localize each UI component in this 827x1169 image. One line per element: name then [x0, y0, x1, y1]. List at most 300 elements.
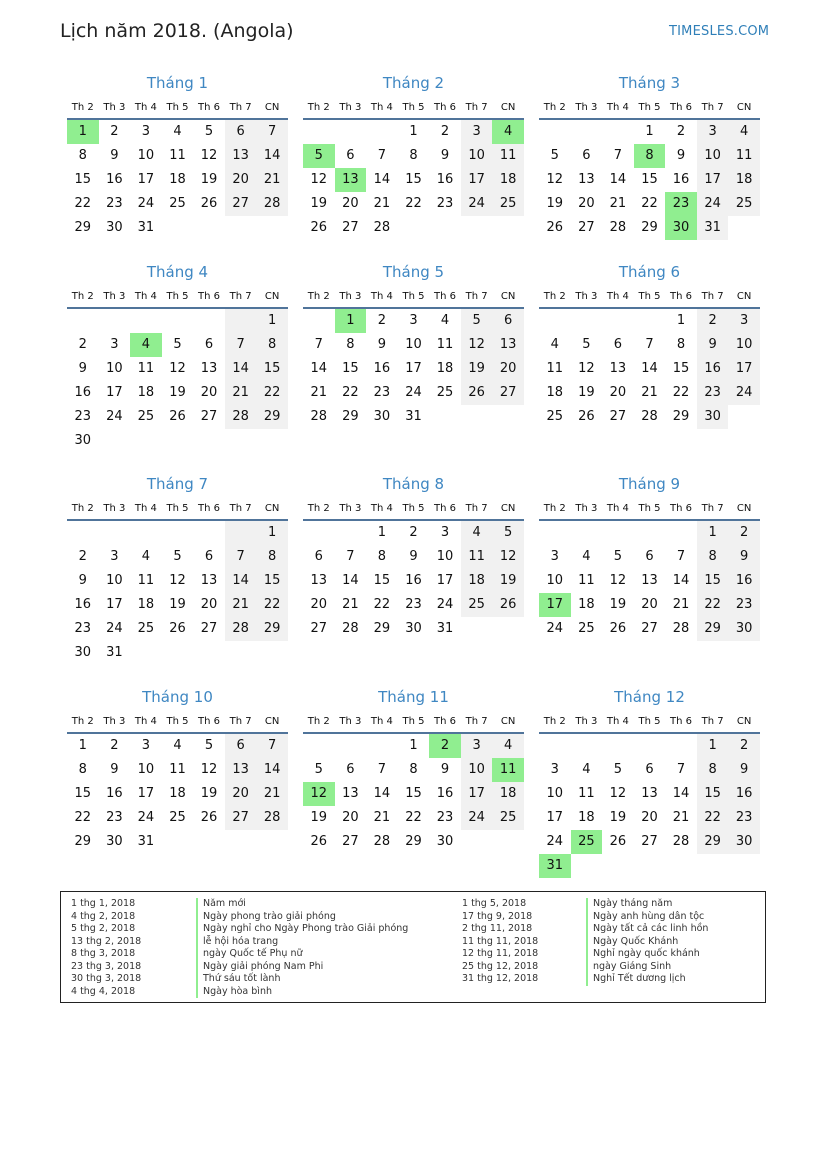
- holiday-name: Ngày hòa bình: [196, 986, 272, 999]
- week-row: [67, 405, 288, 429]
- week-row: [67, 168, 288, 192]
- day-cell: 12: [169, 573, 186, 588]
- weekday-label: Th 3: [103, 716, 126, 727]
- day-cell: 8: [697, 545, 729, 569]
- day-cell: 1: [409, 124, 418, 139]
- day-cell: 6: [346, 762, 355, 777]
- day-cell: 11: [436, 337, 454, 352]
- empty-cell: [461, 830, 493, 854]
- week-row: [67, 641, 288, 665]
- weekday-label: CN: [736, 503, 752, 514]
- weekday-label: Th 7: [701, 291, 724, 302]
- weekday-header: [67, 712, 288, 732]
- weekday-header: [67, 287, 288, 307]
- day-cell: 20: [641, 597, 658, 612]
- day-cell: 21: [342, 597, 359, 612]
- day-cell: 27: [200, 409, 218, 424]
- weekday-label: Th 3: [339, 716, 362, 727]
- empty-cell: [571, 521, 603, 545]
- day-cell: 11: [728, 144, 760, 168]
- day-cell: 24: [436, 597, 454, 612]
- week-row: [539, 593, 760, 617]
- day-cell: 18: [578, 810, 595, 825]
- day-cell: 18: [169, 172, 186, 187]
- empty-cell: [634, 309, 666, 333]
- day-cell: 17: [137, 172, 155, 187]
- day-cell: 25: [492, 806, 524, 830]
- day-cell: 25: [728, 192, 760, 216]
- day-cell: 2: [110, 124, 119, 139]
- weekday-header: [67, 98, 288, 118]
- day-cell: 23: [436, 196, 454, 211]
- day-cell: 18: [137, 597, 155, 612]
- day-cell: 17: [137, 786, 155, 801]
- day-cell: 19: [169, 597, 186, 612]
- empty-cell: [366, 120, 398, 144]
- week-row: [539, 569, 760, 593]
- day-cell: 11: [546, 361, 564, 376]
- day-cell: 5: [492, 521, 524, 545]
- empty-cell: [225, 216, 257, 240]
- day-cell: 27: [200, 621, 218, 636]
- weekday-label: Th 7: [229, 716, 252, 727]
- day-cell: 11: [492, 758, 524, 782]
- week-row: [539, 333, 760, 357]
- page-title: Lịch năm 2018. (Angola): [60, 20, 294, 42]
- holiday-date: 4 thg 4, 2018: [71, 985, 136, 997]
- weekday-label: Th 6: [434, 503, 457, 514]
- weekday-label: Th 2: [71, 102, 94, 113]
- weekday-label: Th 6: [670, 503, 693, 514]
- day-cell: 25: [578, 621, 595, 636]
- day-cell: 26: [169, 409, 186, 424]
- day-cell: 13: [200, 573, 218, 588]
- day-cell: 24: [137, 196, 155, 211]
- month-7: [67, 474, 288, 665]
- holiday-name: lễ hội hóa trang: [196, 936, 278, 949]
- empty-cell: [162, 309, 194, 333]
- day-cell: 17: [461, 782, 493, 806]
- weekday-label: CN: [264, 291, 280, 302]
- day-cell: 12: [200, 148, 218, 163]
- day-cell: 26: [609, 834, 627, 849]
- day-cell: 25: [137, 621, 155, 636]
- day-cell: 13: [641, 573, 658, 588]
- day-cell: 11: [461, 545, 493, 569]
- day-cell: 29: [697, 830, 729, 854]
- week-row: [539, 758, 760, 782]
- empty-cell: [602, 120, 634, 144]
- day-cell: 3: [550, 762, 559, 777]
- week-row: [539, 120, 760, 144]
- day-cell: 5: [204, 738, 214, 753]
- day-cell: 31: [106, 645, 123, 660]
- empty-cell: [225, 641, 257, 665]
- weekday-label: Th 6: [670, 102, 693, 113]
- empty-cell: [303, 521, 335, 545]
- day-cell: 3: [141, 738, 151, 753]
- weekday-label: Th 4: [370, 503, 393, 514]
- day-cell: 22: [697, 593, 729, 617]
- holiday-date: 12 thg 11, 2018: [462, 948, 539, 959]
- day-cell: 25: [492, 192, 524, 216]
- empty-cell: [728, 854, 760, 878]
- week-row: [539, 357, 760, 381]
- day-cell: 9: [440, 762, 450, 777]
- day-cell: 30: [106, 834, 123, 849]
- week-row: [303, 806, 524, 830]
- day-cell: 8: [634, 144, 666, 168]
- day-cell: 4: [550, 337, 559, 352]
- day-cell: 18: [169, 786, 186, 801]
- day-cell: 20: [641, 810, 658, 825]
- day-cell: 18: [461, 569, 493, 593]
- day-cell: 2: [78, 337, 87, 352]
- day-cell: 7: [676, 549, 686, 564]
- weekday-label: Th 2: [71, 291, 94, 302]
- weekday-label: Th 3: [103, 503, 126, 514]
- holiday-date: 4 thg 2, 2018: [71, 910, 136, 922]
- day-cell: 18: [728, 168, 760, 192]
- month-title: Tháng 9: [618, 475, 681, 493]
- weekday-label: Th 6: [198, 716, 221, 727]
- day-cell: 2: [409, 525, 418, 540]
- week-row: [539, 309, 760, 333]
- day-cell: 25: [571, 830, 603, 854]
- day-cell: 30: [74, 433, 92, 448]
- week-row: [539, 545, 760, 569]
- holiday-name: Ngày tháng năm: [586, 898, 672, 911]
- day-cell: 10: [106, 573, 123, 588]
- weekday-label: CN: [736, 291, 752, 302]
- empty-cell: [634, 854, 666, 878]
- weekday-label: Th 3: [103, 291, 126, 302]
- weekday-label: Th 2: [307, 503, 330, 514]
- day-cell: 30: [405, 621, 422, 636]
- day-cell: 21: [256, 168, 288, 192]
- day-cell: 29: [74, 220, 92, 235]
- day-cell: 14: [256, 758, 288, 782]
- empty-cell: [67, 309, 99, 333]
- empty-cell: [162, 216, 194, 240]
- day-cell: 9: [377, 337, 387, 352]
- day-cell: 14: [342, 573, 359, 588]
- day-cell: 5: [204, 124, 214, 139]
- day-cell: 24: [728, 381, 760, 405]
- day-cell: 29: [256, 405, 288, 429]
- day-cell: 25: [169, 810, 186, 825]
- day-cell: 27: [578, 220, 595, 235]
- day-cell: 9: [697, 333, 729, 357]
- empty-cell: [539, 309, 571, 333]
- day-cell: 22: [74, 810, 92, 825]
- weekday-label: CN: [500, 716, 516, 727]
- weekday-label: Th 2: [543, 291, 566, 302]
- weekday-label: Th 6: [670, 716, 693, 727]
- day-cell: 29: [641, 220, 658, 235]
- day-cell: 11: [169, 148, 186, 163]
- day-cell: 13: [578, 172, 595, 187]
- week-row: [67, 830, 288, 854]
- empty-cell: [602, 734, 634, 758]
- weekday-label: Th 4: [134, 102, 157, 113]
- week-row: [539, 854, 760, 878]
- day-cell: 6: [645, 549, 654, 564]
- weekday-label: Th 2: [543, 716, 566, 727]
- day-cell: 16: [436, 172, 454, 187]
- weekday-label: Th 2: [307, 716, 330, 727]
- day-cell: 3: [440, 525, 450, 540]
- weekday-label: Th 3: [339, 503, 362, 514]
- day-cell: 2: [110, 738, 119, 753]
- weekday-label: CN: [500, 503, 516, 514]
- day-cell: 14: [641, 361, 658, 376]
- day-cell: 3: [550, 549, 559, 564]
- day-cell: 1: [409, 738, 418, 753]
- week-row: [303, 593, 524, 617]
- day-cell: 20: [200, 385, 218, 400]
- holiday-date: 1 thg 1, 2018: [71, 898, 136, 909]
- week-row: [539, 521, 760, 545]
- day-cell: 6: [225, 120, 257, 144]
- day-cell: 23: [728, 593, 760, 617]
- day-cell: 20: [310, 597, 328, 612]
- week-row: [303, 569, 524, 593]
- day-cell: 26: [310, 834, 328, 849]
- week-row: [67, 192, 288, 216]
- day-cell: 8: [256, 333, 288, 357]
- day-cell: 13: [641, 786, 658, 801]
- week-row: [539, 830, 760, 854]
- weekday-label: Th 4: [606, 716, 629, 727]
- day-cell: 4: [492, 120, 524, 144]
- day-cell: 16: [74, 597, 92, 612]
- day-cell: 28: [373, 220, 391, 235]
- weekday-label: CN: [500, 291, 516, 302]
- holiday-name: Ngày tất cả các linh hồn: [586, 923, 708, 936]
- day-cell: 2: [429, 734, 461, 758]
- empty-cell: [130, 309, 162, 333]
- weekday-header: [539, 98, 760, 118]
- day-cell: 5: [314, 762, 323, 777]
- day-cell: 10: [461, 144, 493, 168]
- week-row: [539, 782, 760, 806]
- weekday-label: Th 7: [465, 291, 488, 302]
- day-cell: 1: [78, 738, 87, 753]
- empty-cell: [335, 734, 367, 758]
- weekday-header: [539, 712, 760, 732]
- week-row: [67, 144, 288, 168]
- day-cell: 21: [310, 385, 328, 400]
- day-cell: 19: [609, 810, 627, 825]
- day-cell: 10: [546, 786, 564, 801]
- day-cell: 16: [436, 786, 454, 801]
- week-row: [303, 830, 524, 854]
- day-cell: 16: [405, 573, 422, 588]
- day-cell: 4: [492, 734, 524, 758]
- holiday-name: Năm mới: [196, 898, 246, 911]
- day-cell: 15: [256, 357, 288, 381]
- day-cell: 3: [141, 124, 151, 139]
- day-cell: 7: [377, 148, 387, 163]
- day-cell: 14: [609, 172, 627, 187]
- day-cell: 14: [225, 357, 257, 381]
- day-cell: 28: [609, 220, 627, 235]
- day-cell: 12: [546, 172, 564, 187]
- day-cell: 5: [303, 144, 335, 168]
- empty-cell: [256, 830, 288, 854]
- weekday-label: CN: [264, 716, 280, 727]
- day-cell: 20: [578, 196, 595, 211]
- day-cell: 23: [728, 806, 760, 830]
- week-row: [303, 405, 524, 429]
- weekday-label: Th 2: [543, 102, 566, 113]
- empty-cell: [492, 830, 524, 854]
- day-cell: 1: [697, 521, 729, 545]
- day-cell: 26: [169, 621, 186, 636]
- day-cell: 30: [728, 830, 760, 854]
- weekday-label: Th 4: [370, 716, 393, 727]
- week-row: [539, 405, 760, 429]
- day-cell: 25: [436, 385, 454, 400]
- day-cell: 24: [405, 385, 422, 400]
- day-cell: 30: [106, 220, 123, 235]
- day-cell: 15: [405, 786, 422, 801]
- day-cell: 8: [78, 148, 87, 163]
- weekday-label: Th 2: [71, 716, 94, 727]
- week-row: [539, 381, 760, 405]
- day-cell: 22: [373, 597, 391, 612]
- holiday-name: Ngày giải phóng Nam Phi: [196, 961, 323, 974]
- day-cell: 12: [303, 782, 335, 806]
- empty-cell: [429, 405, 461, 429]
- empty-cell: [429, 216, 461, 240]
- empty-cell: [728, 216, 760, 240]
- weekday-label: Th 4: [370, 102, 393, 113]
- weekday-label: Th 2: [307, 102, 330, 113]
- day-cell: 27: [225, 806, 257, 830]
- empty-cell: [634, 521, 666, 545]
- empty-cell: [398, 216, 430, 240]
- day-cell: 13: [225, 758, 257, 782]
- day-cell: 7: [225, 333, 257, 357]
- day-cell: 15: [697, 782, 729, 806]
- day-cell: 13: [342, 786, 359, 801]
- day-cell: 9: [110, 148, 119, 163]
- day-cell: 19: [310, 810, 328, 825]
- day-cell: 18: [137, 385, 155, 400]
- week-row: [303, 734, 524, 758]
- day-cell: 23: [665, 192, 697, 216]
- week-row: [67, 309, 288, 333]
- day-cell: 1: [335, 309, 367, 333]
- day-cell: 1: [67, 120, 99, 144]
- day-cell: 26: [461, 381, 493, 405]
- day-cell: 14: [256, 144, 288, 168]
- day-cell: 20: [225, 168, 257, 192]
- day-cell: 1: [256, 521, 288, 545]
- empty-cell: [162, 830, 194, 854]
- day-cell: 9: [409, 549, 418, 564]
- day-cell: 14: [672, 786, 690, 801]
- month-11: [303, 687, 524, 854]
- week-row: [303, 216, 524, 240]
- weekday-label: Th 5: [638, 503, 661, 514]
- day-cell: 2: [78, 549, 87, 564]
- empty-cell: [461, 405, 493, 429]
- day-cell: 16: [74, 385, 92, 400]
- empty-cell: [303, 734, 335, 758]
- day-cell: 2: [440, 124, 450, 139]
- week-row: [67, 357, 288, 381]
- day-cell: 14: [672, 573, 690, 588]
- weekday-label: Th 3: [103, 102, 126, 113]
- day-cell: 9: [728, 758, 760, 782]
- day-cell: 3: [728, 309, 760, 333]
- month-title: Tháng 10: [142, 688, 213, 706]
- day-cell: 31: [697, 216, 729, 240]
- weekday-label: Th 7: [701, 503, 724, 514]
- day-cell: 5: [613, 549, 623, 564]
- weekday-label: Th 6: [434, 102, 457, 113]
- month-title: Tháng 2: [382, 74, 445, 92]
- day-cell: 27: [492, 381, 524, 405]
- day-cell: 10: [137, 148, 155, 163]
- holiday-date: 31 thg 12, 2018: [462, 973, 539, 984]
- holiday-date: 25 thg 12, 2018: [462, 960, 539, 972]
- day-cell: 16: [106, 172, 123, 187]
- brand-link[interactable]: TIMESLES.COM: [669, 24, 770, 39]
- weekday-label: Th 7: [701, 102, 724, 113]
- day-cell: 22: [256, 381, 288, 405]
- day-cell: 29: [405, 834, 422, 849]
- day-cell: 3: [461, 120, 493, 144]
- empty-cell: [335, 521, 367, 545]
- day-cell: 15: [373, 573, 391, 588]
- day-cell: 16: [728, 569, 760, 593]
- day-cell: 21: [225, 381, 257, 405]
- day-cell: 29: [672, 409, 690, 424]
- day-cell: 7: [256, 120, 288, 144]
- weekday-header: [303, 712, 524, 732]
- day-cell: 12: [461, 333, 493, 357]
- weekday-label: Th 5: [402, 716, 425, 727]
- day-cell: 24: [461, 806, 493, 830]
- day-cell: 14: [373, 172, 391, 187]
- month-title: Tháng 11: [378, 688, 449, 706]
- week-row: [67, 734, 288, 758]
- day-cell: 3: [110, 549, 119, 564]
- week-row: [67, 333, 288, 357]
- week-row: [303, 545, 524, 569]
- empty-cell: [256, 216, 288, 240]
- weekday-label: CN: [500, 102, 516, 113]
- day-cell: 29: [373, 621, 391, 636]
- day-cell: 4: [173, 124, 182, 139]
- weekday-label: CN: [264, 503, 280, 514]
- empty-cell: [571, 120, 603, 144]
- day-cell: 21: [672, 597, 690, 612]
- weekday-label: Th 4: [606, 291, 629, 302]
- weekday-label: Th 2: [71, 503, 94, 514]
- empty-cell: [256, 429, 288, 453]
- day-cell: 30: [697, 405, 729, 429]
- weekday-label: Th 4: [134, 503, 157, 514]
- weekday-label: Th 5: [638, 291, 661, 302]
- day-cell: 26: [310, 220, 328, 235]
- week-row: [67, 381, 288, 405]
- holiday-name: ngày Quốc tế Phụ nữ: [196, 948, 303, 961]
